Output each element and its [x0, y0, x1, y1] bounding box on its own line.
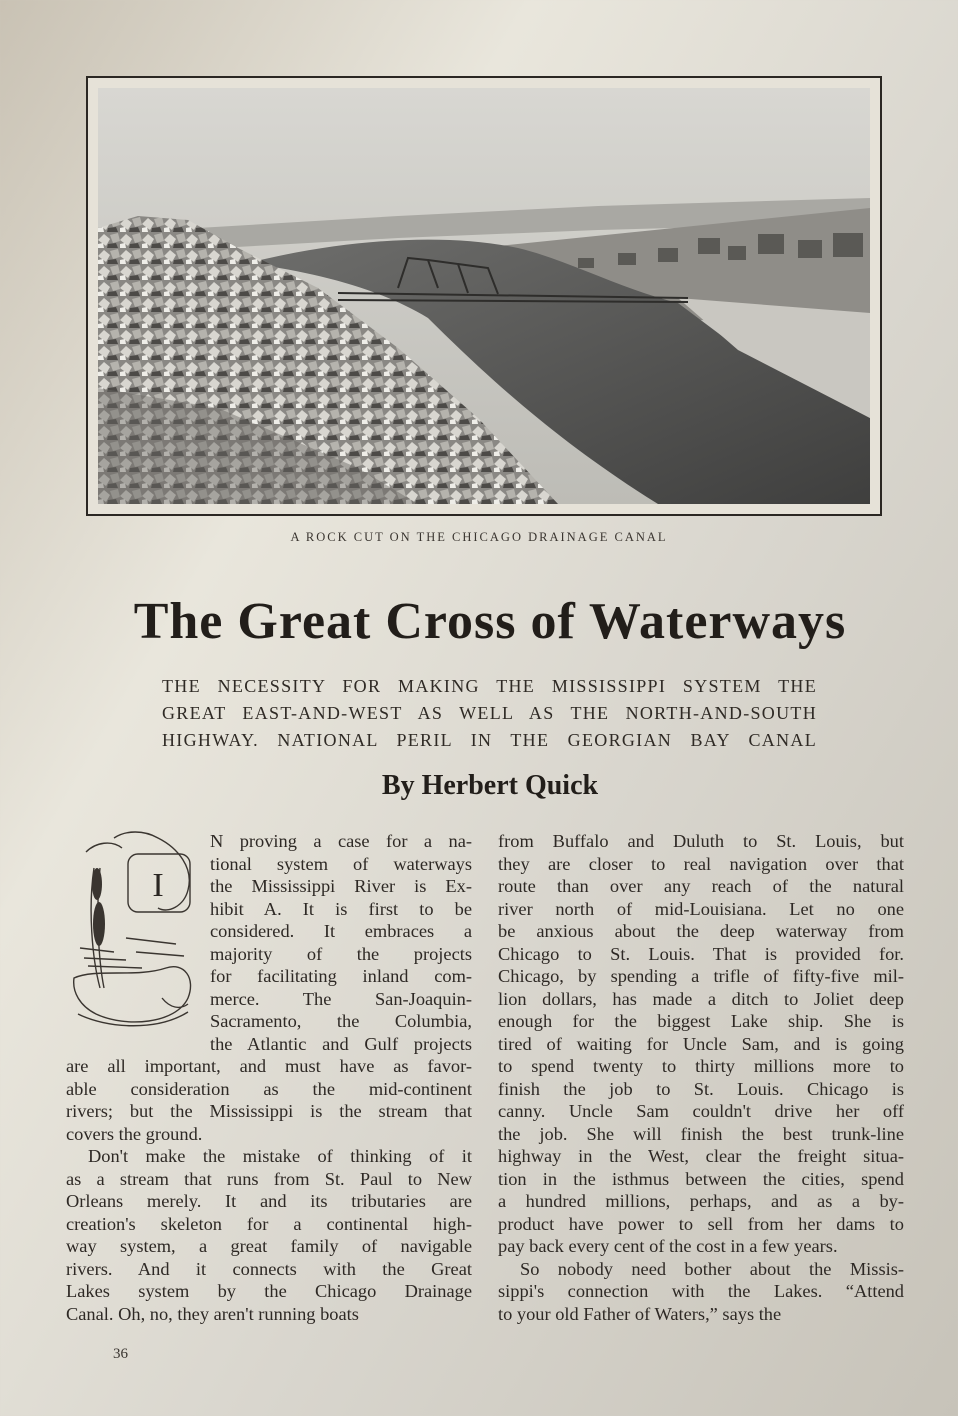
- text-line: Orleans merely. It and its tributaries are: [66, 1191, 472, 1211]
- text-line: pay back every cent of the cost in a few years.: [498, 1236, 838, 1256]
- subtitle-line: HIGHWAY. NATIONAL PERIL IN THE GEORGIAN BAY CANAL: [162, 730, 817, 750]
- text-line: sippi's connection with the Lakes. “Attend: [498, 1281, 904, 1301]
- article-subtitle: [162, 673, 817, 754]
- page-number: 36: [113, 1346, 128, 1362]
- text-line: enough for the biggest Lake ship. She is: [498, 1011, 904, 1031]
- text-line: are all important, and must have as favor-: [66, 1056, 472, 1076]
- text-line: tion in the isthmus between the cities, spend: [498, 1168, 904, 1189]
- text-line: N proving a case for a na-: [210, 831, 472, 851]
- text-line: Chicago to St. Louis. That is provided for.: [498, 943, 904, 964]
- text-line: they are closer to real navigation over that: [498, 853, 904, 874]
- text-line: considered. It embraces a: [210, 921, 472, 941]
- text-line: Don't make the mistake of thinking of it: [88, 1146, 472, 1166]
- text-line: for facilitating inland com-: [210, 966, 472, 986]
- text-line: able consideration as the mid-continent: [66, 1078, 472, 1099]
- text-line: product have power to sell from her dams to: [498, 1213, 904, 1234]
- text-line: Sacramento, the Columbia,: [210, 1011, 472, 1031]
- photograph-frame: [86, 76, 882, 516]
- text-line: finish the job to St. Louis. Chicago is: [498, 1078, 904, 1099]
- text-line: covers the ground.: [66, 1123, 203, 1144]
- subtitle-line: GREAT EAST-AND-WEST AS WELL AS THE NORTH-AND-SOUTH: [162, 703, 817, 723]
- dropcap-letter: I: [152, 867, 164, 904]
- text-line: tional system of waterways: [210, 853, 472, 874]
- article-column-left: [66, 830, 472, 1325]
- text-line: be anxious about the deep waterway from: [498, 921, 904, 941]
- text-line: hibit A. It is first to be: [210, 898, 472, 919]
- text-line: rivers. And it connects with the Great: [66, 1258, 472, 1279]
- text-line: route than over any reach of the natural: [498, 876, 904, 896]
- article-column-right: [498, 830, 904, 1325]
- text-line: as a stream that runs from St. Paul to New: [66, 1168, 472, 1189]
- text-line: to spend twenty to thirty millions more to: [498, 1056, 904, 1076]
- article-title: The Great Cross of Waterways: [133, 593, 847, 650]
- text-line: creation's skeleton for a continental high-: [66, 1213, 472, 1234]
- text-line: the Mississippi River is Ex-: [210, 876, 472, 896]
- text-line: Canal. Oh, no, they aren't running boats: [66, 1303, 359, 1324]
- text-line: highway in the West, clear the freight situa-: [498, 1146, 904, 1166]
- text-line: tired of waiting for Uncle Sam, and is going: [498, 1033, 904, 1054]
- text-line: Chicago, by spending a trifle of fifty-five mil-: [498, 966, 904, 986]
- subtitle-line: THE NECESSITY FOR MAKING THE MISSISSIPPI SYSTEM THE: [162, 676, 817, 696]
- text-line: to your old Father of Waters,” says the: [498, 1303, 782, 1324]
- text-line: canny. Uncle Sam couldn't drive her off: [498, 1101, 904, 1121]
- text-line: majority of the projects: [210, 943, 472, 964]
- text-line: So nobody need bother about the Missis-: [520, 1258, 904, 1279]
- canal-photograph: [98, 88, 870, 504]
- text-line: lion dollars, has made a ditch to Joliet deep: [498, 988, 904, 1009]
- text-line: merce. The San-Joaquin-: [210, 988, 472, 1009]
- photo-caption: A ROCK CUT ON THE CHICAGO DRAINAGE CANAL: [290, 530, 668, 544]
- article-byline: By Herbert Quick: [381, 770, 599, 801]
- text-line: river north of mid-Louisiana. Let no one: [498, 898, 904, 919]
- text-line: the job. She will finish the best trunk-line: [498, 1123, 904, 1144]
- text-line: from Buffalo and Duluth to St. Louis, but: [498, 831, 904, 851]
- text-line: Lakes system by the Chicago Drainage: [66, 1281, 472, 1301]
- text-line: the Atlantic and Gulf projects: [210, 1033, 472, 1054]
- text-line: way system, a great family of navigable: [66, 1236, 472, 1256]
- text-line: a hundred millions, perhaps, and as a by-: [498, 1191, 904, 1211]
- text-line: rivers; but the Mississippi is the stream that: [66, 1101, 472, 1121]
